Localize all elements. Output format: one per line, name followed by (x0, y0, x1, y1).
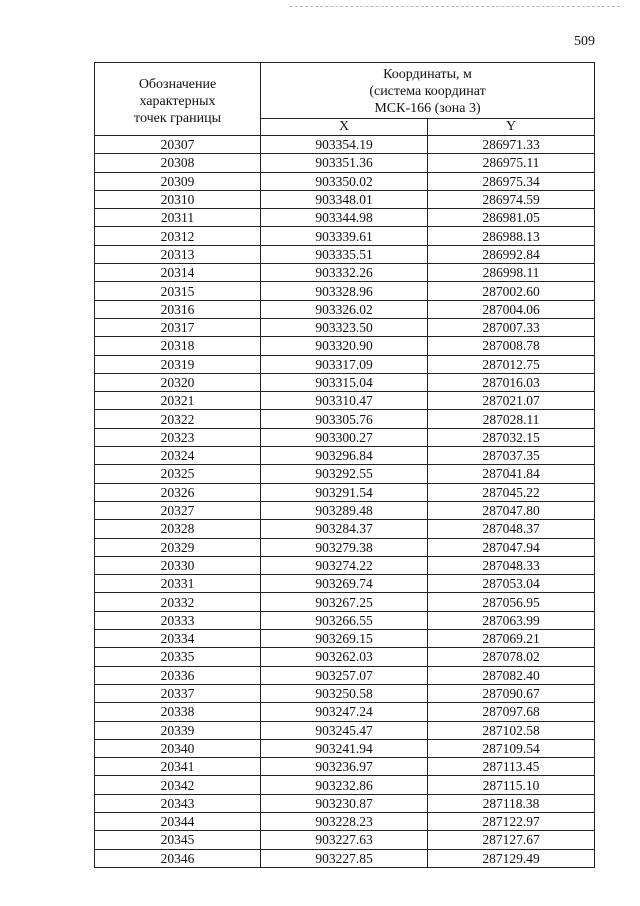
point-label-line: точек границы (134, 110, 221, 126)
x-coordinate-cell: 903323.50 (261, 318, 428, 336)
x-coordinate-cell: 903236.97 (261, 758, 428, 776)
point-id-cell: 20318 (95, 337, 261, 355)
table-row (95, 721, 595, 739)
x-coordinate-cell: 903351.36 (261, 154, 428, 172)
y-coordinate-cell: 287056.95 (428, 593, 595, 611)
table-row (95, 337, 595, 355)
point-id-cell: 20343 (95, 794, 261, 812)
y-coordinate-cell: 287090.67 (428, 684, 595, 702)
y-coordinate-cell: 286988.13 (428, 227, 595, 245)
table-row (95, 739, 595, 757)
point-id-cell: 20311 (95, 209, 261, 227)
y-coordinate-cell: 287045.22 (428, 483, 595, 501)
x-coordinate-cell: 903257.07 (261, 666, 428, 684)
y-coordinate-cell: 287037.35 (428, 447, 595, 465)
table-row (95, 373, 595, 391)
point-label-line: Обозначение (138, 76, 217, 92)
point-id-cell: 20335 (95, 648, 261, 666)
x-coordinate-cell: 903344.98 (261, 209, 428, 227)
x-coordinate-cell: 903305.76 (261, 410, 428, 428)
y-coordinate-cell: 287004.06 (428, 300, 595, 318)
point-id-cell: 20337 (95, 684, 261, 702)
table-row (95, 428, 595, 446)
y-coordinate-cell: 287048.37 (428, 520, 595, 538)
x-coordinate-cell: 903284.37 (261, 520, 428, 538)
table-row (95, 703, 595, 721)
point-id-cell: 20339 (95, 721, 261, 739)
y-coordinate-cell: 287082.40 (428, 666, 595, 684)
table-row (95, 831, 595, 849)
page-number: 509 (574, 34, 595, 49)
point-id-cell: 20332 (95, 593, 261, 611)
y-coordinate-cell: 287002.60 (428, 282, 595, 300)
table-row (95, 666, 595, 684)
point-id-cell: 20324 (95, 447, 261, 465)
point-id-cell: 20323 (95, 428, 261, 446)
point-id-cell: 20308 (95, 154, 261, 172)
y-coordinate-cell: 287122.97 (428, 812, 595, 830)
y-coordinate-cell: 287115.10 (428, 776, 595, 794)
x-coordinate-cell: 903274.22 (261, 556, 428, 574)
point-id-cell: 20307 (95, 136, 261, 154)
x-coordinate-cell: 903292.55 (261, 465, 428, 483)
point-id-cell: 20336 (95, 666, 261, 684)
x-coordinate-cell: 903335.51 (261, 245, 428, 263)
x-coordinate-cell: 903245.47 (261, 721, 428, 739)
x-coordinate-cell: 903247.24 (261, 703, 428, 721)
table-row (95, 136, 595, 154)
table-row (95, 758, 595, 776)
table-row (95, 300, 595, 318)
table-row (95, 593, 595, 611)
y-column-header: Y (428, 118, 595, 135)
y-coordinate-cell: 287041.84 (428, 465, 595, 483)
point-id-cell: 20310 (95, 190, 261, 208)
point-id-cell: 20313 (95, 245, 261, 263)
table-row (95, 520, 595, 538)
point-id-cell: 20342 (95, 776, 261, 794)
y-coordinate-cell: 287016.03 (428, 373, 595, 391)
x-coordinate-cell: 903326.02 (261, 300, 428, 318)
y-coordinate-cell: 287127.67 (428, 831, 595, 849)
table-row (95, 794, 595, 812)
x-coordinate-cell: 903300.27 (261, 428, 428, 446)
x-coordinate-cell: 903250.58 (261, 684, 428, 702)
table-row (95, 447, 595, 465)
x-column-header: X (261, 118, 428, 135)
point-id-cell: 20340 (95, 739, 261, 757)
table-row (95, 812, 595, 830)
y-coordinate-cell: 287032.15 (428, 428, 595, 446)
y-coordinate-cell: 286974.59 (428, 190, 595, 208)
point-id-cell: 20319 (95, 355, 261, 373)
point-id-cell: 20325 (95, 465, 261, 483)
y-coordinate-cell: 287109.54 (428, 739, 595, 757)
x-coordinate-cell: 903339.61 (261, 227, 428, 245)
point-id-cell: 20331 (95, 575, 261, 593)
table-row (95, 630, 595, 648)
table-row (95, 501, 595, 519)
table-row (95, 648, 595, 666)
x-coordinate-cell: 903228.23 (261, 812, 428, 830)
y-coordinate-cell: 287069.21 (428, 630, 595, 648)
point-id-cell: 20316 (95, 300, 261, 318)
scan-top-marks (290, 6, 620, 9)
y-coordinate-cell: 287078.02 (428, 648, 595, 666)
y-coordinate-cell: 287053.04 (428, 575, 595, 593)
point-label-line: характерных (139, 93, 216, 109)
x-coordinate-cell: 903310.47 (261, 392, 428, 410)
table-row (95, 483, 595, 501)
point-id-cell: 20330 (95, 556, 261, 574)
point-id-cell: 20320 (95, 373, 261, 391)
y-coordinate-cell: 287118.38 (428, 794, 595, 812)
point-id-cell: 20334 (95, 630, 261, 648)
point-designation-header (95, 63, 261, 136)
x-coordinate-cell: 903317.09 (261, 355, 428, 373)
point-id-cell: 20338 (95, 703, 261, 721)
point-id-cell: 20314 (95, 264, 261, 282)
x-coordinate-cell: 903350.02 (261, 172, 428, 190)
table-row (95, 575, 595, 593)
x-coordinate-cell: 903296.84 (261, 447, 428, 465)
x-coordinate-cell: 903320.90 (261, 337, 428, 355)
y-coordinate-cell: 286971.33 (428, 136, 595, 154)
point-id-cell: 20312 (95, 227, 261, 245)
point-id-cell: 20322 (95, 410, 261, 428)
x-coordinate-cell: 903227.85 (261, 849, 428, 867)
table-row (95, 538, 595, 556)
coords-label-line: МСК-166 (зона 3) (374, 100, 481, 116)
table-row (95, 190, 595, 208)
point-id-cell: 20345 (95, 831, 261, 849)
table-row (95, 154, 595, 172)
table-row (95, 355, 595, 373)
table-row (95, 392, 595, 410)
table-row (95, 172, 595, 190)
point-id-cell: 20346 (95, 849, 261, 867)
table-row (95, 849, 595, 867)
y-coordinate-cell: 286981.05 (428, 209, 595, 227)
x-coordinate-cell: 903328.96 (261, 282, 428, 300)
point-id-cell: 20344 (95, 812, 261, 830)
point-id-cell: 20326 (95, 483, 261, 501)
coordinates-header (261, 63, 595, 119)
y-coordinate-cell: 287007.33 (428, 318, 595, 336)
x-coordinate-cell: 903289.48 (261, 501, 428, 519)
x-coordinate-cell: 903241.94 (261, 739, 428, 757)
coordinates-table (94, 62, 595, 868)
y-coordinate-cell: 287129.49 (428, 849, 595, 867)
point-id-cell: 20317 (95, 318, 261, 336)
point-id-cell: 20329 (95, 538, 261, 556)
x-coordinate-cell: 903262.03 (261, 648, 428, 666)
table-row (95, 264, 595, 282)
x-coordinate-cell: 903354.19 (261, 136, 428, 154)
x-coordinate-cell: 903227.63 (261, 831, 428, 849)
x-coordinate-cell: 903266.55 (261, 611, 428, 629)
x-coordinate-cell: 903267.25 (261, 593, 428, 611)
x-coordinate-cell: 903230.87 (261, 794, 428, 812)
table-row (95, 410, 595, 428)
y-coordinate-cell: 286998.11 (428, 264, 595, 282)
y-coordinate-cell: 287113.45 (428, 758, 595, 776)
x-coordinate-cell: 903332.26 (261, 264, 428, 282)
coords-label-line: Координаты, м (383, 66, 472, 82)
y-coordinate-cell: 287047.80 (428, 501, 595, 519)
x-coordinate-cell: 903232.86 (261, 776, 428, 794)
x-coordinate-cell: 903279.38 (261, 538, 428, 556)
table-row (95, 684, 595, 702)
point-id-cell: 20321 (95, 392, 261, 410)
y-coordinate-cell: 287028.11 (428, 410, 595, 428)
point-id-cell: 20328 (95, 520, 261, 538)
point-id-cell: 20315 (95, 282, 261, 300)
table-body (95, 136, 595, 868)
y-coordinate-cell: 287008.78 (428, 337, 595, 355)
x-coordinate-cell: 903348.01 (261, 190, 428, 208)
x-coordinate-cell: 903269.74 (261, 575, 428, 593)
point-id-cell: 20333 (95, 611, 261, 629)
y-coordinate-cell: 286992.84 (428, 245, 595, 263)
table-row (95, 227, 595, 245)
y-coordinate-cell: 286975.34 (428, 172, 595, 190)
table-row (95, 776, 595, 794)
table-row (95, 282, 595, 300)
point-id-cell: 20309 (95, 172, 261, 190)
table-row (95, 556, 595, 574)
table-row (95, 465, 595, 483)
y-coordinate-cell: 287047.94 (428, 538, 595, 556)
y-coordinate-cell: 287097.68 (428, 703, 595, 721)
point-id-cell: 20341 (95, 758, 261, 776)
x-coordinate-cell: 903291.54 (261, 483, 428, 501)
y-coordinate-cell: 286975.11 (428, 154, 595, 172)
coords-label-line: (система координат (369, 83, 486, 99)
y-coordinate-cell: 287012.75 (428, 355, 595, 373)
table-row (95, 245, 595, 263)
x-coordinate-cell: 903269.15 (261, 630, 428, 648)
y-coordinate-cell: 287021.07 (428, 392, 595, 410)
x-coordinate-cell: 903315.04 (261, 373, 428, 391)
y-coordinate-cell: 287063.99 (428, 611, 595, 629)
table-row (95, 209, 595, 227)
y-coordinate-cell: 287102.58 (428, 721, 595, 739)
point-id-cell: 20327 (95, 501, 261, 519)
table-row (95, 611, 595, 629)
y-coordinate-cell: 287048.33 (428, 556, 595, 574)
table-row (95, 318, 595, 336)
